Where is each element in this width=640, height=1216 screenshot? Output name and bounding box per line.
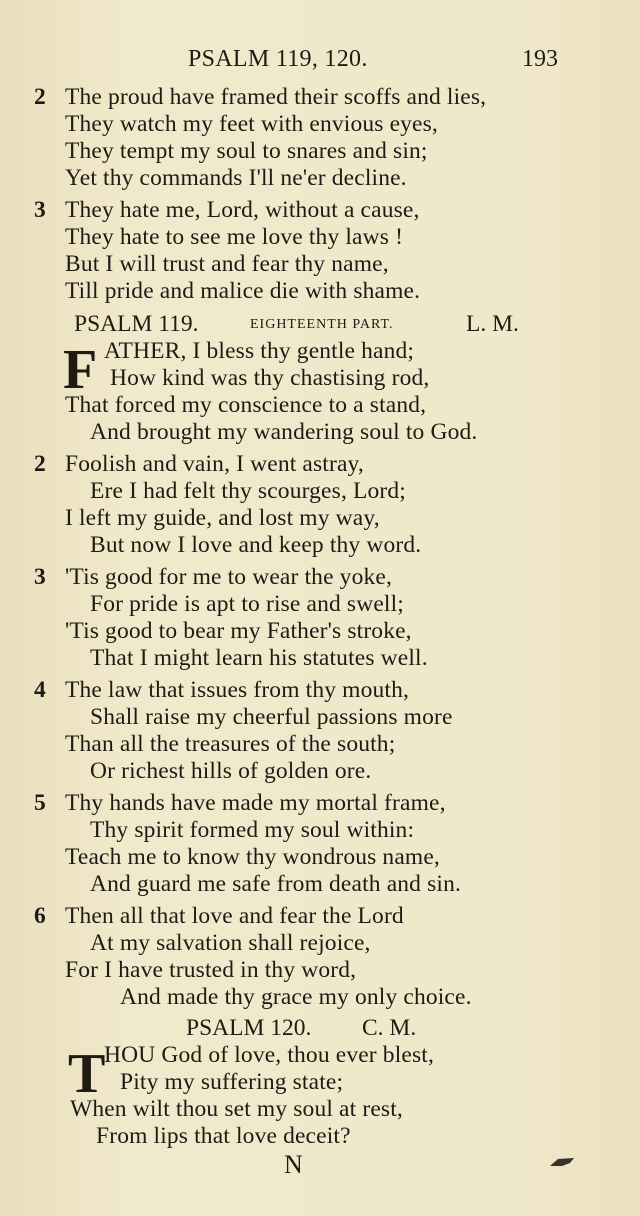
verse-line: I left my guide, and lost my way, <box>65 505 380 531</box>
verse-line: Thy spirit formed my soul within: <box>90 817 415 843</box>
stanza <box>0 338 640 446</box>
verse-line: Then all that love and fear the Lord <box>65 903 404 929</box>
verse-line: They hate to see me love thy laws ! <box>65 224 404 250</box>
psalm-number: PSALM 120. <box>186 1015 312 1041</box>
stanza-number: 3 <box>34 197 46 223</box>
verse-line: Till pride and malice die with shame. <box>65 278 421 304</box>
meter-label: C. M. <box>362 1015 417 1041</box>
verse-line: Than all the treasures of the south; <box>65 731 396 757</box>
stanza <box>0 903 640 1011</box>
header-title: PSALM 119, 120. <box>188 46 368 72</box>
stanza-number: 5 <box>34 790 46 816</box>
stanza <box>0 84 640 192</box>
ink-blot-icon <box>548 1156 576 1168</box>
drop-cap: T <box>68 1043 106 1105</box>
verse-line: And brought my wandering soul to God. <box>90 419 478 445</box>
verse-line: But I will trust and fear thy name, <box>65 251 389 277</box>
verse-line: Teach me to know thy wondrous name, <box>65 844 440 870</box>
stanza <box>0 790 640 898</box>
stanza <box>0 197 640 305</box>
verse-line: ATHER, I bless thy gentle hand; <box>104 338 415 364</box>
verse-line: HOU God of love, thou ever blest, <box>104 1042 434 1068</box>
meter-label: L. M. <box>466 311 519 337</box>
verse-line: Ere I had felt thy scourges, Lord; <box>90 478 406 504</box>
stanza <box>0 677 640 785</box>
verse-line: Foolish and vain, I went astray, <box>65 451 364 477</box>
page-number: 193 <box>522 46 558 72</box>
verse-line: 'Tis good to bear my Father's stroke, <box>65 618 412 644</box>
stanza-number: 2 <box>34 451 46 477</box>
verse-line: Yet thy commands I'll ne'er decline. <box>65 165 407 191</box>
verse-line: But now I love and keep thy word. <box>90 532 422 558</box>
verse-line: The proud have framed their scoffs and lies, <box>65 84 487 110</box>
verse-line: From lips that love deceit? <box>96 1123 351 1149</box>
verse-line: When wilt thou set my soul at rest, <box>70 1096 403 1122</box>
verse-line: For pride is apt to rise and swell; <box>90 591 404 617</box>
verse-line: They hate me, Lord, without a cause, <box>65 197 420 223</box>
stanza <box>0 564 640 672</box>
stanza <box>0 1042 640 1150</box>
stanza-number: 3 <box>34 564 46 590</box>
verse-line: Shall raise my cheerful passions more <box>90 704 453 730</box>
signature-mark: N <box>284 1150 303 1179</box>
verse-line: 'Tis good for me to wear the yoke, <box>65 564 392 590</box>
verse-line: That forced my conscience to a stand, <box>65 392 427 418</box>
verse-line: How kind was thy chastising rod, <box>110 365 430 391</box>
verse-line: That I might learn his statutes well. <box>90 645 428 671</box>
verse-line: Or richest hills of golden ore. <box>90 758 372 784</box>
verse-line: At my salvation shall rejoice, <box>90 930 371 956</box>
verse-line: Pity my suffering state; <box>120 1069 344 1095</box>
stanza-number: 2 <box>34 84 46 110</box>
verse-line: And guard me safe from death and sin. <box>90 871 461 897</box>
part-label: EIGHTEENTH PART. <box>250 317 394 332</box>
drop-cap: F <box>63 339 98 401</box>
stanza <box>0 451 640 559</box>
verse-line: For I have trusted in thy word, <box>65 957 357 983</box>
stanza-number: 6 <box>34 903 46 929</box>
verse-line: And made thy grace my only choice. <box>120 984 472 1010</box>
verse-line: Thy hands have made my mortal frame, <box>65 790 446 816</box>
verse-line: The law that issues from thy mouth, <box>65 677 409 703</box>
verse-line: They tempt my soul to snares and sin; <box>65 138 428 164</box>
psalm-number: PSALM 119. <box>74 311 199 337</box>
stanza-number: 4 <box>34 677 46 703</box>
verse-line: They watch my feet with envious eyes, <box>65 111 438 137</box>
